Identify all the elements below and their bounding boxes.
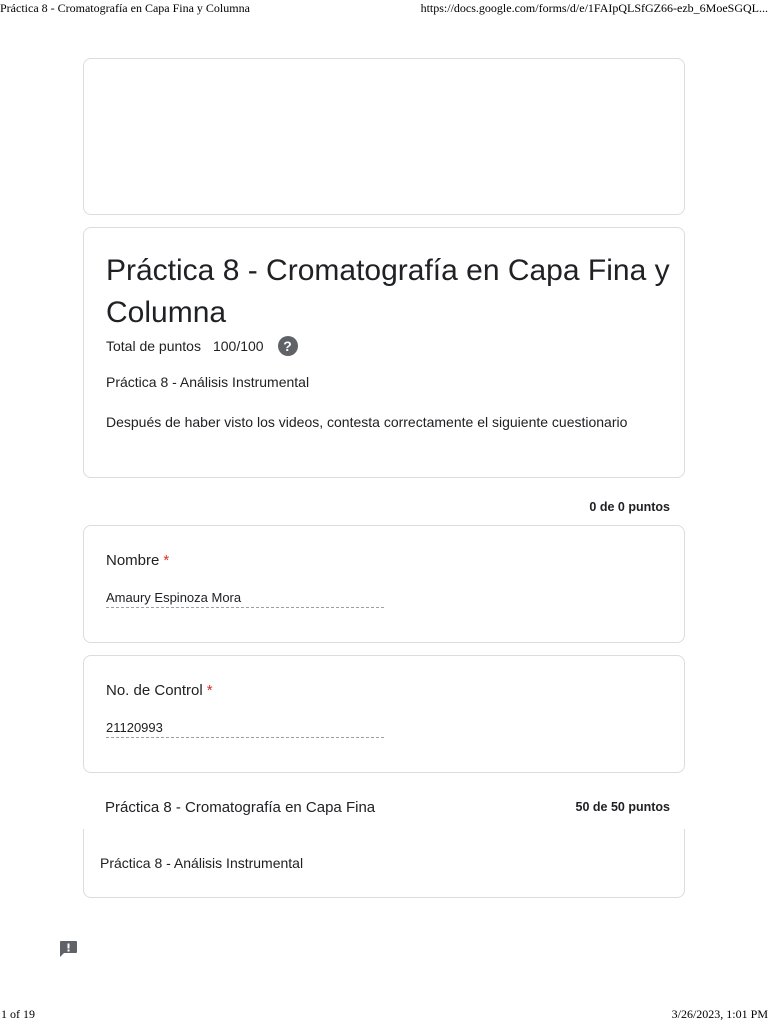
form-banner xyxy=(83,58,685,215)
page-count: 1 of 19 xyxy=(1,1007,35,1021)
section-title: Práctica 8 - Cromatografía en Capa Fina xyxy=(105,799,376,816)
print-header-url: https://docs.google.com/forms/d/e/1FAIpQLSfGZ66-ezb_6MoeSGQL... xyxy=(420,1,768,15)
total-points-value: 100/100 xyxy=(212,338,264,354)
help-icon[interactable]: ? xyxy=(278,336,298,356)
required-asterisk: * xyxy=(206,682,213,699)
section-score: 0 de 0 puntos xyxy=(589,500,670,514)
question-label xyxy=(106,682,213,699)
form-header-card xyxy=(83,227,685,478)
print-footer xyxy=(0,1006,768,1024)
form-subtitle: Práctica 8 - Análisis Instrumental xyxy=(106,374,310,390)
question-label-text: Nombre xyxy=(106,552,160,569)
section-score: 50 de 50 puntos xyxy=(575,800,670,814)
print-header xyxy=(0,0,768,18)
required-asterisk: * xyxy=(163,552,170,569)
question-label-text: No. de Control xyxy=(106,682,203,699)
question-label xyxy=(106,552,169,569)
form-description: Después de haber visto los videos, contesta correctamente el siguiente cuestionario xyxy=(106,414,628,430)
total-points xyxy=(106,336,298,356)
question-card-no-control xyxy=(83,655,685,773)
answer-field: 21120993 xyxy=(106,720,384,738)
feedback-icon[interactable] xyxy=(58,940,78,958)
form-title: Práctica 8 - Cromatografía en Capa Fina y Columna xyxy=(106,254,670,329)
answer-field: Amaury Espinoza Mora xyxy=(106,590,384,608)
print-header-title: Práctica 8 - Cromatografía en Capa Fina y Columna xyxy=(0,1,250,15)
question-card-nombre xyxy=(83,525,685,643)
total-points-label: Total de puntos xyxy=(106,338,201,354)
section-description-card xyxy=(83,829,685,898)
print-timestamp: 3/26/2023, 1:01 PM xyxy=(671,1007,768,1021)
section-description: Práctica 8 - Análisis Instrumental xyxy=(100,855,304,871)
